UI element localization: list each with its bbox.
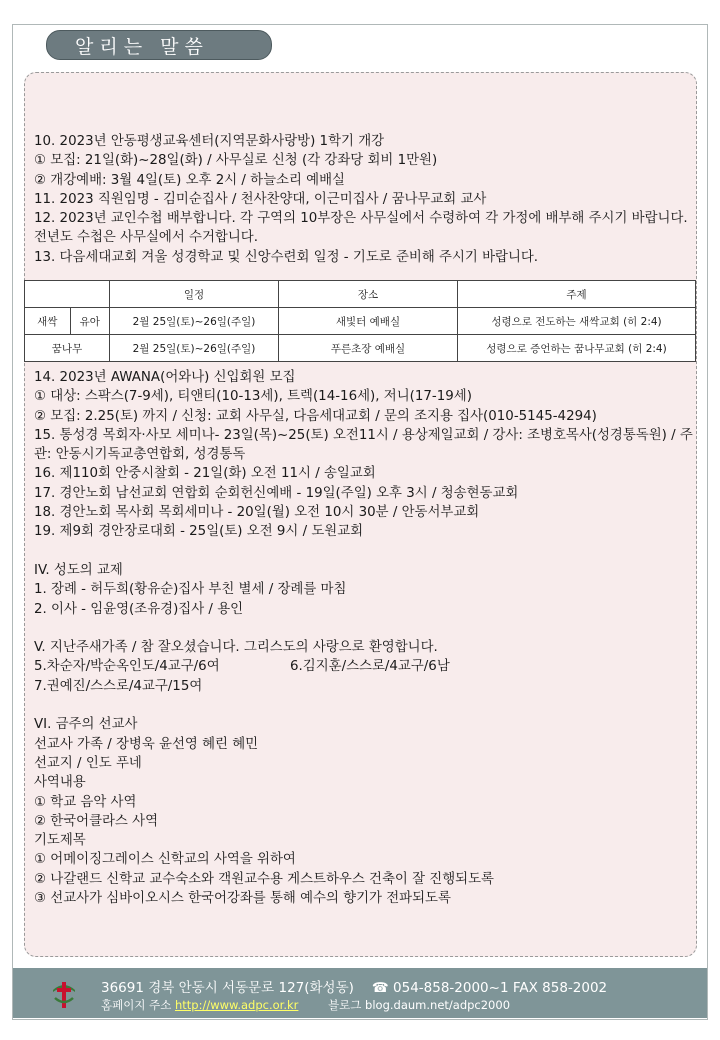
footer-homepage-link[interactable]: http://www.adpc.or.kr <box>174 998 299 1012</box>
table-cell-date: 2월 25일(토)~26일(주일) <box>110 335 279 362</box>
missionary-line: ③ 선교사가 심바이오시스 한국어강좌를 통해 예수의 향기가 전파되도록 <box>34 891 451 907</box>
missionary-line: 선교사 가족 / 장병욱 윤선영 혜린 혜민 <box>34 736 259 752</box>
new-members-row <box>34 657 694 676</box>
table-header-theme: 주제 <box>458 281 696 308</box>
missionary-line: ② 한국어클라스 사역 <box>34 813 158 829</box>
announcement-10-2: ② 개강예배: 3월 4일(토) 오후 2시 / 하늘소리 예배실 <box>34 172 345 188</box>
footer-address-line <box>101 976 607 996</box>
announcement-15: 15. 통성경 목회자·사모 세미나- 23일(목)~25(토) 오전11시 / 용상제일교회 / 강사: 조병호목사(성경통독원) / 주관: 안동시기독교총연합회, 성경통독 <box>34 427 693 463</box>
missionary-line: ② 나갈랜드 신학교 교수숙소와 객원교수용 게스트하우스 건축이 잘 진행되도록 <box>34 871 494 887</box>
announcement-13: 13. 다음세대교회 겨울 성경학교 및 신앙수련회 일정 - 기도로 준비해 주시기 바랍니다. <box>34 249 539 265</box>
table-cell-sub: 유아 <box>70 308 109 335</box>
table-header-date: 일정 <box>110 281 279 308</box>
footer-bar <box>13 968 707 1018</box>
section-title <box>46 30 272 60</box>
announcement-11: 11. 2023 직원임명 - 김미순집사 / 천사찬양대, 이근미집사 / 꿈나무교회 교사 <box>34 191 487 207</box>
table-cell-theme: 성령으로 증언하는 꿈나무교회 (히 2:4) <box>458 335 696 362</box>
fellowship-heading: IV. 성도의 교제 <box>34 562 123 578</box>
announcement-16: 16. 제110회 안중시찰회 - 21일(화) 오전 11시 / 송일교회 <box>34 466 376 482</box>
new-member-item: 7.권예진/스스로/4교구/15여 <box>34 678 203 694</box>
announcement-10: 10. 2023년 안동평생교육센터(지역문화사랑방) 1학기 개강 <box>34 134 385 149</box>
missionary-line: 사역내용 <box>34 775 86 791</box>
announcement-12: 12. 2023년 교인수첩 배부합니다. 각 구역의 10부장은 사무실에서 수령하여 각 가정에 배부해 주시기 바랍니다. 전년도 수첩은 사무실에서 수거합니다. <box>34 211 688 246</box>
announcement-10-1: ① 모집: 21일(화)~28일(화) / 사무실로 신청 (각 강좌당 회비 1만원) <box>34 153 438 169</box>
footer-blog: 블로그 blog.daum.net/adpc2000 <box>328 998 511 1012</box>
footer-web-line <box>101 997 510 1013</box>
footer-homepage-label: 홈페이지 주소 <box>101 998 172 1012</box>
missionary-line: ① 어메이징그레이스 신학교의 사역을 위하여 <box>34 852 296 868</box>
section-title-text: 알리는 말씀 <box>75 35 209 58</box>
new-member-item: 6.김지훈/스스로/4교구/6남 <box>290 659 450 675</box>
table-cell-date: 2월 25일(토)~26일(주일) <box>110 308 279 335</box>
missionary-line: 선교지 / 인도 푸네 <box>34 755 142 771</box>
announcement-19: 19. 제9회 경안장로대회 - 25일(토) 오전 9시 / 도원교회 <box>34 524 364 540</box>
table-row <box>25 308 696 335</box>
table-cell-group: 새싹 <box>25 308 71 335</box>
church-cross-logo-icon <box>49 976 79 1010</box>
announcement-17: 17. 경안노회 남선교회 연합회 순회헌신예배 - 19일(주일) 오후 3시 / 청송현동교회 <box>34 485 519 501</box>
table-header-blank <box>25 281 110 308</box>
footer-phone: ☎ 054-858-2000~1 FAX 858-2002 <box>371 980 608 996</box>
table-header-row <box>25 281 696 308</box>
table-cell-group: 꿈나무 <box>25 335 110 362</box>
table-row <box>25 335 696 362</box>
new-member-item: 5.차순자/박순옥인도/4교구/6여 <box>34 659 220 675</box>
announcement-14: 14. 2023년 AWANA(어와나) 신입회원 모집 <box>34 370 296 385</box>
table-cell-place: 푸른초장 예배실 <box>279 335 458 362</box>
announcement-14-2: ② 모집: 2.25(토) 까지 / 신청: 교회 사무실, 다음세대교회 / 문의 조지용 집사(010-5145-4294) <box>34 408 597 424</box>
missionary-line: 기도제목 <box>34 833 86 849</box>
new-members-heading: V. 지난주새가족 / 참 잘오셨습니다. 그리스도의 사랑으로 환영합니다. <box>34 640 438 656</box>
announcement-14-1: ① 대상: 스팍스(7-9세), 티앤티(10-13세), 트렉(14-16세), 저니(17-19세) <box>34 389 472 405</box>
table-cell-place: 새빛터 예배실 <box>279 308 458 335</box>
announcements-part-b <box>34 368 694 908</box>
missionary-heading: VI. 금주의 선교사 <box>34 717 138 733</box>
table-header-place: 장소 <box>279 281 458 308</box>
table-cell-theme: 성령으로 전도하는 새싹교회 (히 2:4) <box>458 308 696 335</box>
announcements-part-a <box>34 132 694 267</box>
retreat-schedule-table <box>24 280 696 362</box>
fellowship-item: 2. 이사 - 임윤영(조유경)집사 / 용인 <box>34 601 244 617</box>
announcement-18: 18. 경안노회 목사회 목회세미나 - 20일(월) 오전 10시 30분 / 안동서부교회 <box>34 505 480 521</box>
fellowship-item: 1. 장례 - 허두희(황유순)집사 부친 별세 / 장례를 마침 <box>34 582 347 598</box>
footer-address: 36691 경북 안동시 서동문로 127(화성동) <box>101 980 354 996</box>
missionary-line: ① 학교 음악 사역 <box>34 794 137 810</box>
